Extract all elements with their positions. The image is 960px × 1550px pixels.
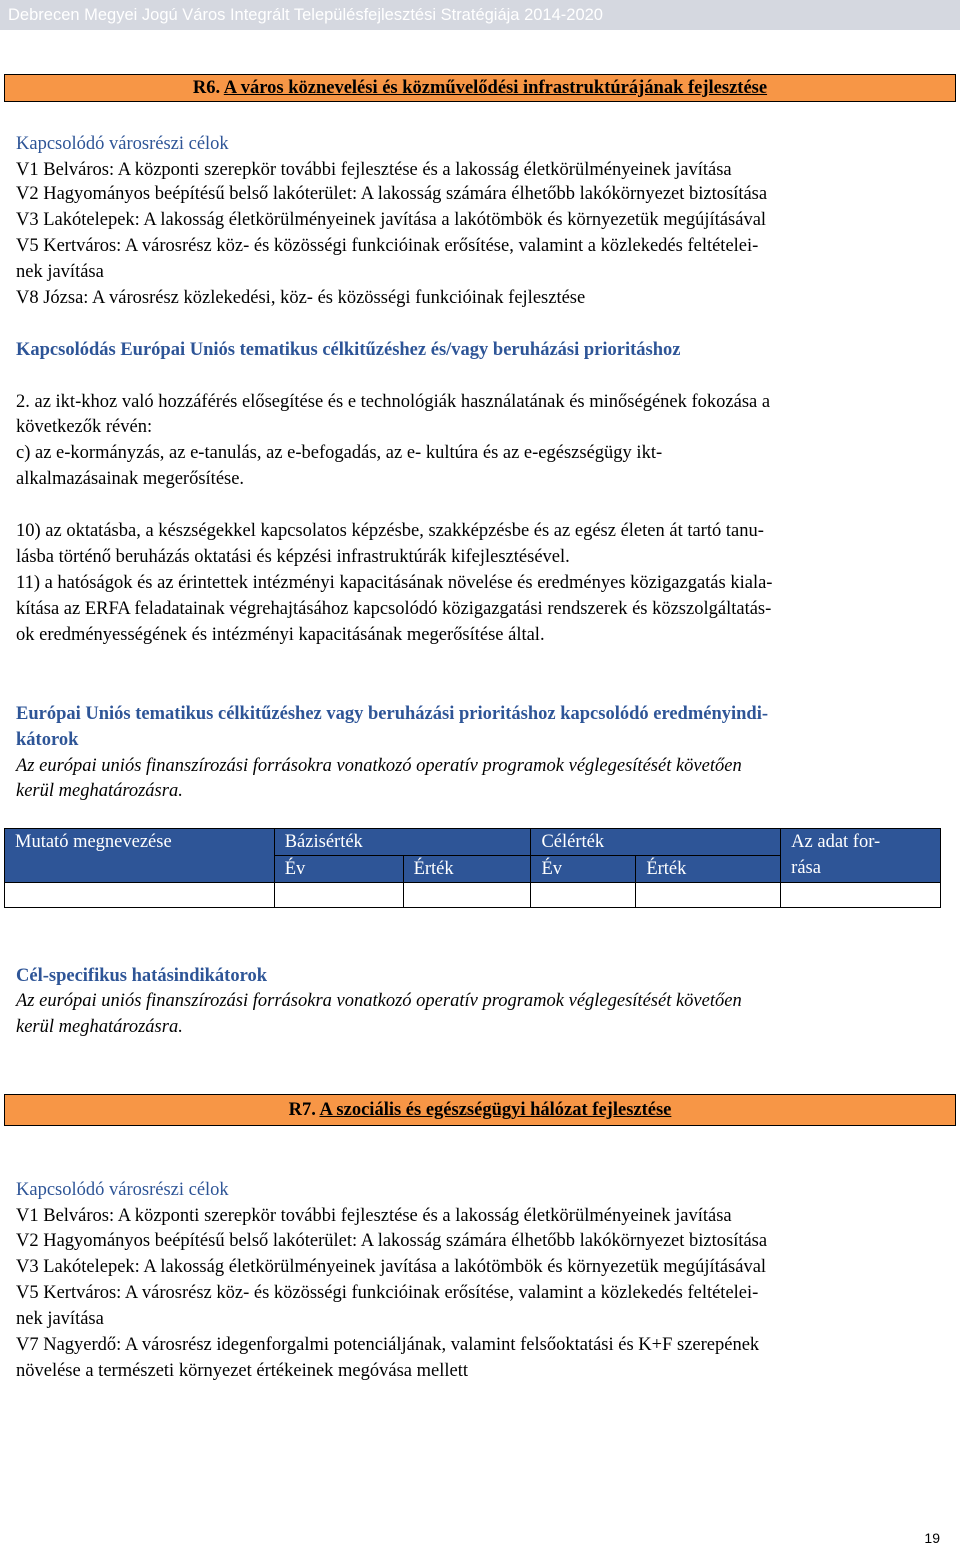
r7-goal-v5-cont: nek javítása (16, 1309, 104, 1329)
r6-goal-v2: V2 Hagyományos beépítésű belső lakóterület: A lakosság számára élhetőbb lakókörnyezet biztosítása (16, 184, 768, 204)
col-target-year: Év (531, 856, 636, 883)
table-cell (274, 883, 403, 908)
r6-eu-line-1: 2. az ikt-khoz való hozzáférés elősegítése és e technológiák használatának és minőségének fokozása a (16, 392, 771, 412)
section-r6-title: A város köznevelési és közművelődési infrastruktúrájának fejlesztése (223, 78, 768, 98)
r7-goal-v5: V5 Kertváros: A városrész köz- és közösségi funkcióinak erősítése, valamint a közlekedés feltételei- (16, 1283, 759, 1303)
r6-goal-v3: V3 Lakótelepek: A lakosság életkörülményeinek javítása a lakótömbök és környezetük megújításával (16, 210, 767, 230)
r6-goals-heading: Kapcsolódó városrészi célok (16, 134, 229, 154)
page-number: 19 (924, 1530, 940, 1546)
r6-specific-heading: Cél-specifikus hatásindikátorok (16, 966, 267, 986)
indicator-table-header-row (5, 829, 941, 856)
r6-goal-v8: V8 Józsa: A városrész közlekedési, köz- és közösségi funkcióinak fejlesztése (16, 288, 586, 308)
r6-eu-line-8: kítása az ERFA feladatainak végrehajtásához kapcsolódó közigazgatási rendszerek és közszolgáltatás- (16, 599, 772, 619)
r6-eu-line-6: lásba történő beruházás oktatási és képzési infrastruktúrák kifejlesztésével. (16, 547, 570, 567)
r6-eu-line-2: következők révén: (16, 417, 153, 437)
r6-eu-heading: Kapcsolódás Európai Uniós tematikus célkitűzéshez és/vagy beruházási prioritáshoz (16, 340, 681, 360)
col-data-source-line-1: Az adat for- (791, 832, 881, 852)
r7-goal-v7: V7 Nagyerdő: A városrész idegenforgalmi potenciáljának, valamint felsőoktatási és K+F szerepének (16, 1335, 760, 1355)
section-r7-code: R7. (288, 1100, 316, 1120)
section-r6-title-box (4, 74, 956, 102)
r6-eu-line-4: alkalmazásainak megerősítése. (16, 469, 245, 489)
r6-eu-line-9: ok eredményességének és intézményi kapacitásának megerősítése által. (16, 625, 545, 645)
col-base-value-sub: Érték (403, 856, 531, 883)
col-data-source (781, 829, 941, 883)
r6-result-heading-1: Európai Uniós tematikus célkitűzéshez vagy beruházási prioritáshoz kapcsolódó eredményindi- (16, 704, 769, 724)
r7-goals-heading: Kapcsolódó városrészi célok (16, 1180, 229, 1200)
r7-goal-v7-cont: növelése a természeti környezet értékeinek megóvása mellett (16, 1361, 469, 1381)
r6-result-note-1: Az európai uniós finanszírozási forrásokra vonatkozó operatív programok véglegesítését követően (16, 756, 742, 776)
r6-eu-line-7: 11) a hatóságok és az érintettek intézményi kapacitásának növelése és eredményes közigazgatás kiala- (16, 573, 773, 593)
r7-goal-v2: V2 Hagyományos beépítésű belső lakóterület: A lakosság számára élhetőbb lakókörnyezet biztosítása (16, 1231, 768, 1251)
r6-goal-v1: V1 Belváros: A központi szerepkör további fejlesztése és a lakosság életkörülményeinek javítása (16, 160, 732, 180)
section-r6-code: R6. (192, 78, 221, 98)
r7-goal-v3: V3 Lakótelepek: A lakosság életkörülményeinek javítása a lakótömbök és környezetük megújításával (16, 1257, 767, 1277)
r6-eu-line-3: c) az e-kormányzás, az e-tanulás, az e-befogadás, az e- kultúra és az e-egészségügy ikt- (16, 443, 663, 463)
r6-eu-line-5: 10) az oktatásba, a készségekkel kapcsolatos képzésbe, szakképzésbe és az egész életen át tartó tanu- (16, 521, 764, 541)
col-data-source-line-2: rása (791, 858, 821, 878)
col-base-year: Év (274, 856, 403, 883)
section-r7-title: A szociális és egészségügyi hálózat fejlesztése (319, 1100, 672, 1120)
running-header-title: Debrecen Megyei Jogú Város Integrált Településfejlesztési Stratégiája 2014-2020 (8, 6, 603, 24)
table-cell (531, 883, 636, 908)
table-cell (636, 883, 781, 908)
r6-result-note-2: kerül meghatározásra. (16, 781, 183, 801)
r7-goal-v1: V1 Belváros: A központi szerepkör további fejlesztése és a lakosság életkörülményeinek javítása (16, 1206, 732, 1226)
col-target-value-sub: Érték (636, 856, 781, 883)
table-cell (5, 883, 275, 908)
col-base-value: Bázisérték (274, 829, 531, 856)
r6-goal-v5: V5 Kertváros: A városrész köz- és közösségi funkcióinak erősítése, valamint a közlekedés feltételei- (16, 236, 759, 256)
table-cell (781, 883, 941, 908)
table-cell (403, 883, 531, 908)
r6-specific-note-2: kerül meghatározásra. (16, 1017, 183, 1037)
indicator-table (4, 828, 941, 908)
r6-specific-note-1: Az európai uniós finanszírozási forrásokra vonatkozó operatív programok véglegesítését követően (16, 991, 742, 1011)
running-header (0, 0, 960, 30)
r6-goal-v5-cont: nek javítása (16, 262, 104, 282)
r6-result-heading-2: kátorok (16, 730, 79, 750)
section-r7-title-box (4, 1094, 956, 1126)
col-target-value: Célérték (531, 829, 781, 856)
col-indicator-name: Mutató megnevezése (5, 829, 275, 883)
indicator-table-row (5, 883, 941, 908)
